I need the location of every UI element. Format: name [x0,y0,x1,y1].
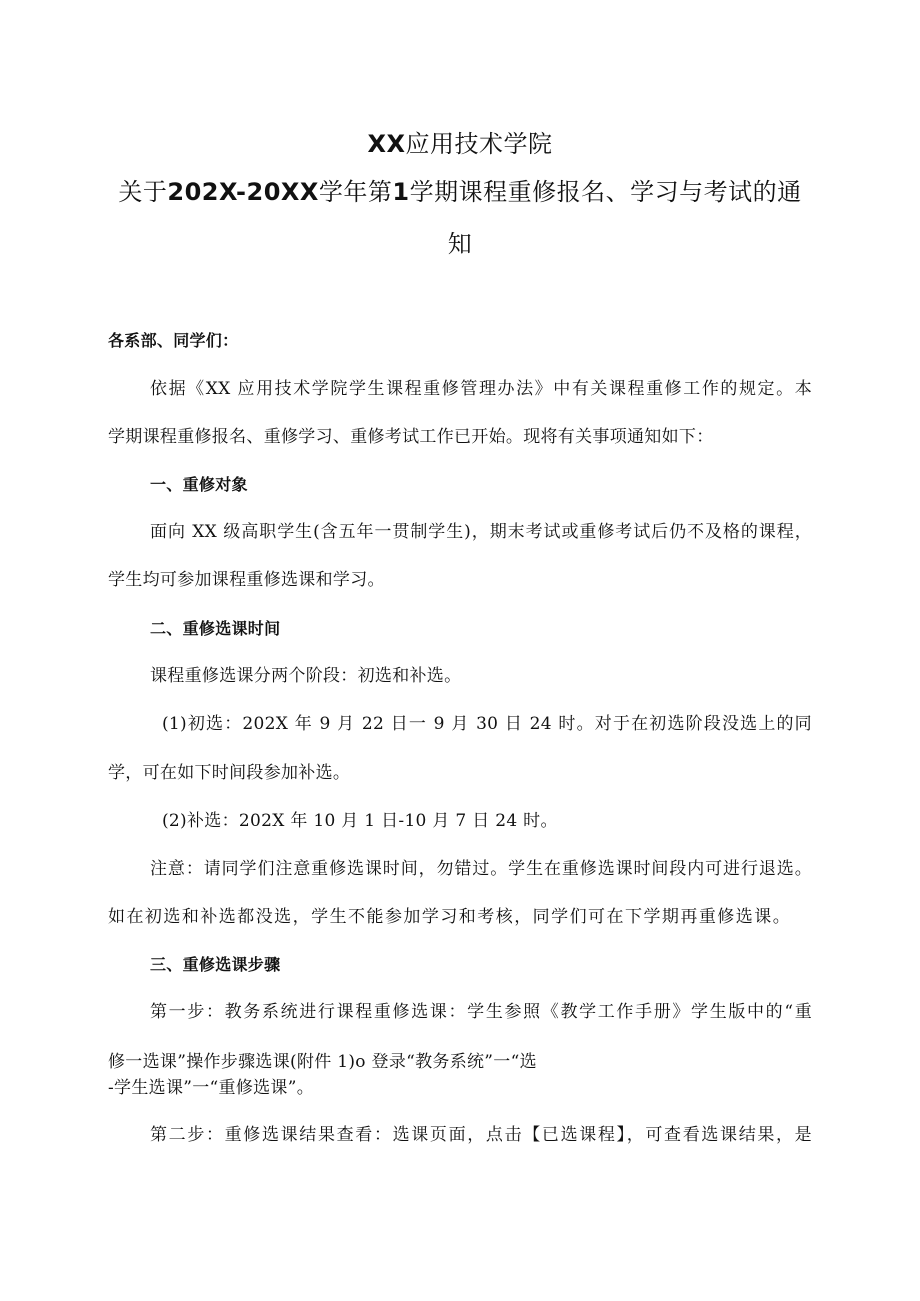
section-3-step-1-line-2: 修一选课”操作步骤选课(附件 1)o 登录“教务系统”一“选 [108,1052,537,1072]
section-3-heading: 三、重修选课步骤 [150,955,281,974]
title-line-3 [0,228,920,260]
section-2-heading: 二、重修选课时间 [150,619,281,638]
section-2-item-1-line-1: (1)初选：202X 年 9 月 22 日一 9 月 30 日 24 时。对于在初选阶段没选上的同 [162,714,812,734]
section-1-heading: 一、重修对象 [150,475,248,494]
title-prefix: 关于 [118,178,168,206]
section-2-item-1-line-2: 学，可在如下时间段参加补选。 [108,763,351,783]
title-school-name: 应用技术学院 [405,130,553,158]
title-year-range: 202X-20XX [167,178,319,206]
section-2-note-line-1: 注意：请同学们注意重修选课时间，勿错过。学生在重修选课时间段内可进行退选。 [150,859,812,879]
intro-line-1: 依据《XX 应用技术学院学生课程重修管理办法》中有关课程重修工作的规定。本 [150,379,812,399]
section-2-item-2: (2)补选：202X 年 10 月 1 日-10 月 7 日 24 时。 [162,811,558,831]
section-3-step-1-line-1: 第一步：教务系统进行课程重修选课：学生参照《教学工作手册》学生版中的“重 [150,1002,812,1022]
section-3-step-2-line-1: 第二步：重修选课结果查看：选课页面，点击【已选课程】，可查看选课结果，是 [150,1125,812,1145]
title-term-label: 学年第 [318,178,393,206]
section-2-note-line-2: 如在初选和补选都没选，学生不能参加学习和考核，同学们可在下学期再重修选课。 [108,907,790,927]
title-term-number: 1 [392,178,410,206]
intro-line-2: 学期课程重修报名、重修学习、重修考试工作已开始。现将有关事项通知如下： [108,427,714,447]
section-1-line-1: 面向 XX 级高职学生(含五年一贯制学生)，期末考试或重修考试后仍不及格的课程， [150,522,812,542]
section-1-line-2: 学生均可参加课程重修选课和学习。 [108,570,385,590]
salutation: 各系部、同学们： [108,331,239,350]
title-tail: 知 [447,230,473,258]
section-2-line-1: 课程重修选课分两个阶段：初选和补选。 [150,666,462,686]
section-3-step-1-line-3: -学生选课”一“重修选课”。 [108,1078,315,1098]
title-school-code: XX [367,130,406,158]
title-line-2 [0,176,920,208]
title-line-1 [0,128,920,160]
title-subject: 学期课程重修报名、学习与考试的通 [409,178,802,206]
